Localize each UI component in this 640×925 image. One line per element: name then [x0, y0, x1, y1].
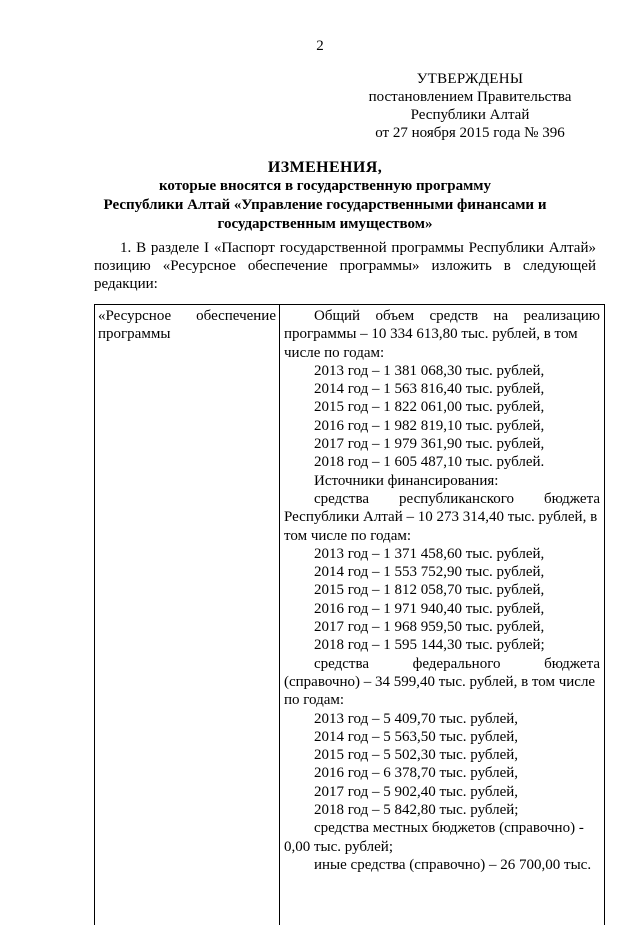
left-cell-line: программы: [98, 326, 171, 343]
word: реализацию: [523, 308, 600, 324]
document-title: [90, 158, 560, 234]
intro-paragraph: 1. В разделе I «Паспорт государственной программы Республики Алтай» позицию «Ресурсное обеспечение программы» изложить в следующей редакции:: [94, 240, 596, 292]
year-line: 2018 год – 1 595 144,30 тыс. рублей;: [314, 637, 545, 654]
year-line: 2016 год – 6 378,70 тыс. рублей,: [314, 765, 519, 782]
table-right-border: [604, 305, 605, 925]
sources-heading: Источники финансирования:: [314, 472, 499, 489]
federal-budget-line: [284, 655, 600, 673]
word: средств: [429, 308, 479, 324]
year-line: 2017 год – 5 902,40 тыс. рублей,: [314, 783, 519, 800]
local-budget-line: средства местных бюджетов (справочно) -: [314, 820, 584, 837]
word: бюджета: [544, 490, 600, 507]
left-cell-line: [98, 307, 276, 325]
year-line: 2014 год – 5 563,50 тыс. рублей,: [314, 728, 519, 745]
total-volume-line: числе по годам:: [284, 344, 385, 361]
table-left-cell: [98, 307, 276, 344]
republic-budget-line: том числе по годам:: [284, 527, 412, 544]
year-line: 2018 год – 5 842,80 тыс. рублей;: [314, 802, 519, 819]
word: объем: [375, 308, 415, 324]
word: средства: [314, 655, 370, 672]
year-line: 2015 год – 1 822 061,00 тыс. рублей,: [314, 399, 545, 416]
other-funds-line: иные средства (справочно) – 26 700,00 тыс.: [314, 856, 592, 873]
column-divider: [279, 305, 280, 925]
approval-line: постановлением Правительства: [368, 89, 572, 105]
year-line: 2015 год – 1 812 058,70 тыс. рублей,: [314, 582, 545, 599]
title-subtitle: которые вносятся в государственную программу: [158, 178, 492, 194]
word: бюджета: [544, 655, 600, 672]
approval-date: от 27 ноября 2015 года № 396: [375, 125, 565, 141]
title-main: ИЗМЕНЕНИЯ,: [267, 159, 383, 176]
year-line: 2017 год – 1 979 361,90 тыс. рублей,: [314, 436, 545, 453]
word: федерального: [412, 655, 501, 672]
year-line: 2014 год – 1 563 816,40 тыс. рублей,: [314, 381, 545, 398]
year-line: 2015 год – 5 502,30 тыс. рублей,: [314, 747, 519, 764]
approval-heading: УТВЕРЖДЕНЫ: [416, 71, 524, 87]
left-cell-word: обеспечение: [196, 308, 276, 324]
left-cell-word: «Ресурсное: [98, 308, 172, 324]
word: республиканского: [399, 490, 515, 507]
year-line: 2014 год – 1 553 752,90 тыс. рублей,: [314, 564, 545, 581]
year-line: 2013 год – 5 409,70 тыс. рублей,: [314, 710, 519, 727]
local-budget-line: 0,00 тыс. рублей;: [284, 838, 393, 855]
year-line: 2013 год – 1 371 458,60 тыс. рублей,: [314, 545, 545, 562]
year-line: 2018 год – 1 605 487,10 тыс. рублей.: [314, 454, 545, 471]
republic-budget-line: Республики Алтай – 10 273 314,40 тыс. рублей, в: [284, 509, 598, 526]
year-line: 2013 год – 1 381 068,30 тыс. рублей,: [314, 362, 545, 379]
year-line: 2016 год – 1 971 940,40 тыс. рублей,: [314, 600, 545, 617]
word: на: [493, 308, 509, 324]
federal-budget-line: (справочно) – 34 599,40 тыс. рублей, в том числе: [284, 673, 596, 690]
passport-table: [94, 304, 605, 925]
total-volume-line: программы – 10 334 613,80 тыс. рублей, в том: [284, 326, 578, 343]
federal-budget-line: по годам:: [284, 692, 345, 709]
word: Общий: [314, 308, 361, 324]
title-subtitle: государственным имуществом»: [217, 216, 433, 232]
word: средства: [314, 490, 370, 507]
table-right-cell: [284, 307, 600, 874]
year-line: 2016 год – 1 982 819,10 тыс. рублей,: [314, 417, 545, 434]
year-line: 2017 год – 1 968 959,50 тыс. рублей,: [314, 619, 545, 636]
republic-budget-line: [284, 490, 600, 508]
approval-stamp: [350, 70, 590, 142]
title-subtitle: Республики Алтай «Управление государственными финансами и: [103, 197, 547, 213]
approval-line: Республики Алтай: [410, 107, 530, 123]
total-volume-line: [284, 307, 600, 325]
page-number: 2: [316, 38, 324, 54]
